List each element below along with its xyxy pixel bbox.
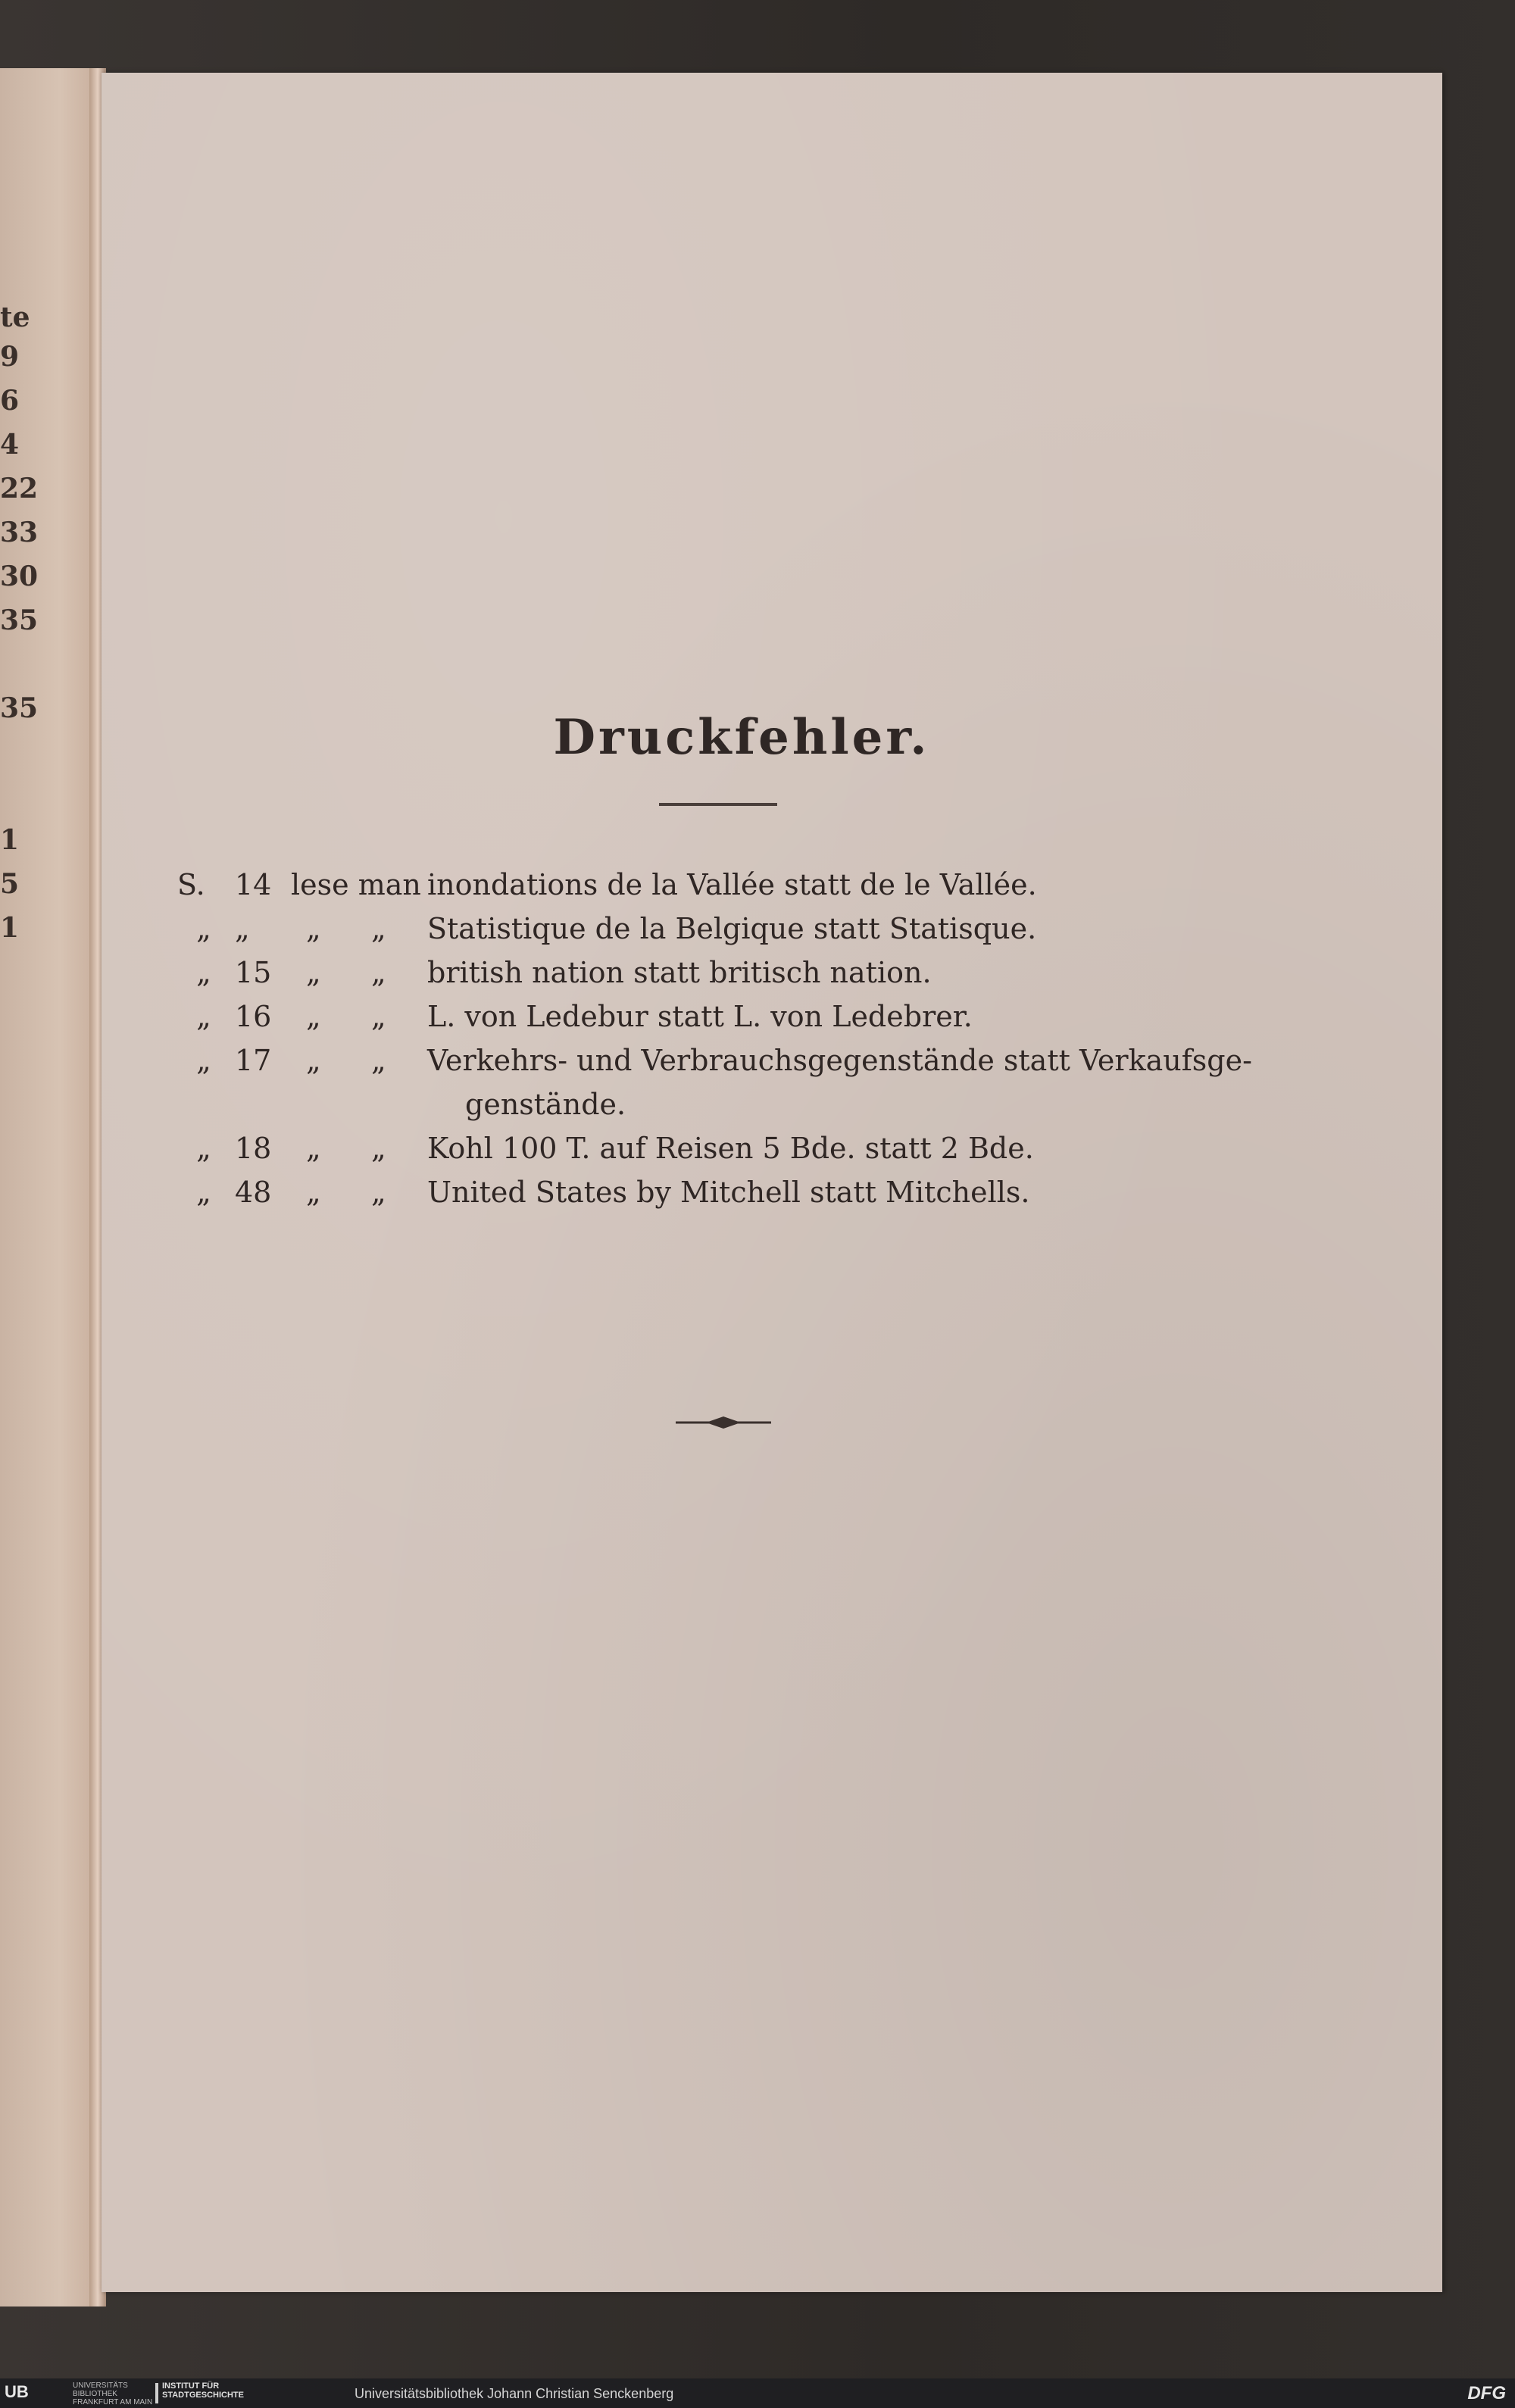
ditto-mark: „: [371, 1000, 386, 1033]
errata-row: [177, 1000, 1367, 1044]
viewer-footer: [0, 2378, 1515, 2408]
errata-row: [177, 1132, 1367, 1176]
dfg-logo: DFG: [1467, 2383, 1506, 2403]
ditto-mark: „: [371, 912, 386, 945]
institute-logo-icon: [155, 2383, 158, 2403]
facing-page-number: 1: [0, 912, 20, 944]
ditto-mark: „: [371, 1132, 386, 1165]
errata-row-continuation: [177, 1088, 1367, 1132]
correction-text: Kohl 100 T. auf Reisen 5 Bde. statt 2 Bde.: [427, 1132, 1034, 1165]
facing-page-number: 35: [0, 692, 39, 724]
document-page: [102, 73, 1442, 2292]
facing-page-number: 6: [0, 385, 20, 417]
ditto-mark: „: [196, 912, 211, 945]
ditto-mark: „: [306, 912, 321, 945]
title-rule: [659, 803, 777, 806]
facing-page-number: 30: [0, 561, 39, 592]
facing-page-number: te: [0, 301, 30, 333]
read-instruction: lese man: [291, 868, 421, 901]
errata-row: [177, 912, 1367, 956]
facing-page-number: 9: [0, 341, 20, 373]
ditto-mark: „: [196, 1000, 211, 1033]
facing-page-number: 1: [0, 824, 20, 856]
ditto-mark: „: [306, 956, 321, 989]
page-number: 17: [235, 1044, 272, 1077]
facing-page-edge: [0, 68, 100, 2306]
ditto-mark: „: [306, 1176, 321, 1209]
ditto-mark: „: [371, 1044, 386, 1077]
facing-page-number: 35: [0, 604, 39, 636]
errata-row: [177, 1044, 1367, 1088]
page-prefix: S.: [177, 868, 205, 901]
ub-logo: UB: [5, 2382, 29, 2401]
ditto-mark: „: [371, 1176, 386, 1209]
correction-text: United States by Mitchell statt Mitchells.: [427, 1176, 1030, 1209]
correction-text: L. von Ledebur statt L. von Ledebrer.: [427, 1000, 973, 1033]
ditto-mark: „: [196, 956, 211, 989]
errata-row: [177, 1176, 1367, 1220]
ub-logo-subtitle: UNIVERSITÄTS BIBLIOTHEK FRANKFURT AM MAIN: [73, 2381, 153, 2406]
page-number: 16: [235, 1000, 272, 1033]
facing-page-number: 22: [0, 473, 39, 504]
errata-list: [177, 868, 1367, 1220]
page-title: Druckfehler.: [553, 709, 930, 766]
correction-continuation: genstände.: [465, 1088, 626, 1121]
correction-text: british nation statt britisch nation.: [427, 956, 932, 989]
errata-row: [177, 868, 1367, 912]
ditto-mark: „: [235, 912, 250, 945]
ditto-mark: „: [306, 1132, 321, 1165]
ditto-mark: „: [371, 956, 386, 989]
ditto-mark: „: [196, 1132, 211, 1165]
correction-text: Statistique de la Belgique statt Statisque.: [427, 912, 1037, 945]
facing-page-number: 33: [0, 517, 39, 548]
library-name: Universitätsbibliothek Johann Christian Senckenberg: [355, 2386, 674, 2401]
ditto-mark: „: [196, 1176, 211, 1209]
correction-text: inondations de la Vallée statt de le Vallée.: [427, 868, 1037, 901]
ornament-divider: [676, 1415, 771, 1430]
ditto-mark: „: [306, 1044, 321, 1077]
ditto-mark: „: [196, 1044, 211, 1077]
page-number: 48: [235, 1176, 272, 1209]
page-number: 14: [235, 868, 272, 901]
facing-page-number: 5: [0, 868, 20, 900]
errata-row: [177, 956, 1367, 1000]
page-number: 15: [235, 956, 272, 989]
correction-text: Verkehrs- und Verbrauchsgegenstände statt Verkaufsge-: [427, 1044, 1252, 1077]
page-number: 18: [235, 1132, 272, 1165]
ditto-mark: „: [306, 1000, 321, 1033]
institute-logo-text: INSTITUT FÜR STADTGESCHICHTE: [162, 2381, 244, 2400]
facing-page-number: 4: [0, 429, 20, 461]
